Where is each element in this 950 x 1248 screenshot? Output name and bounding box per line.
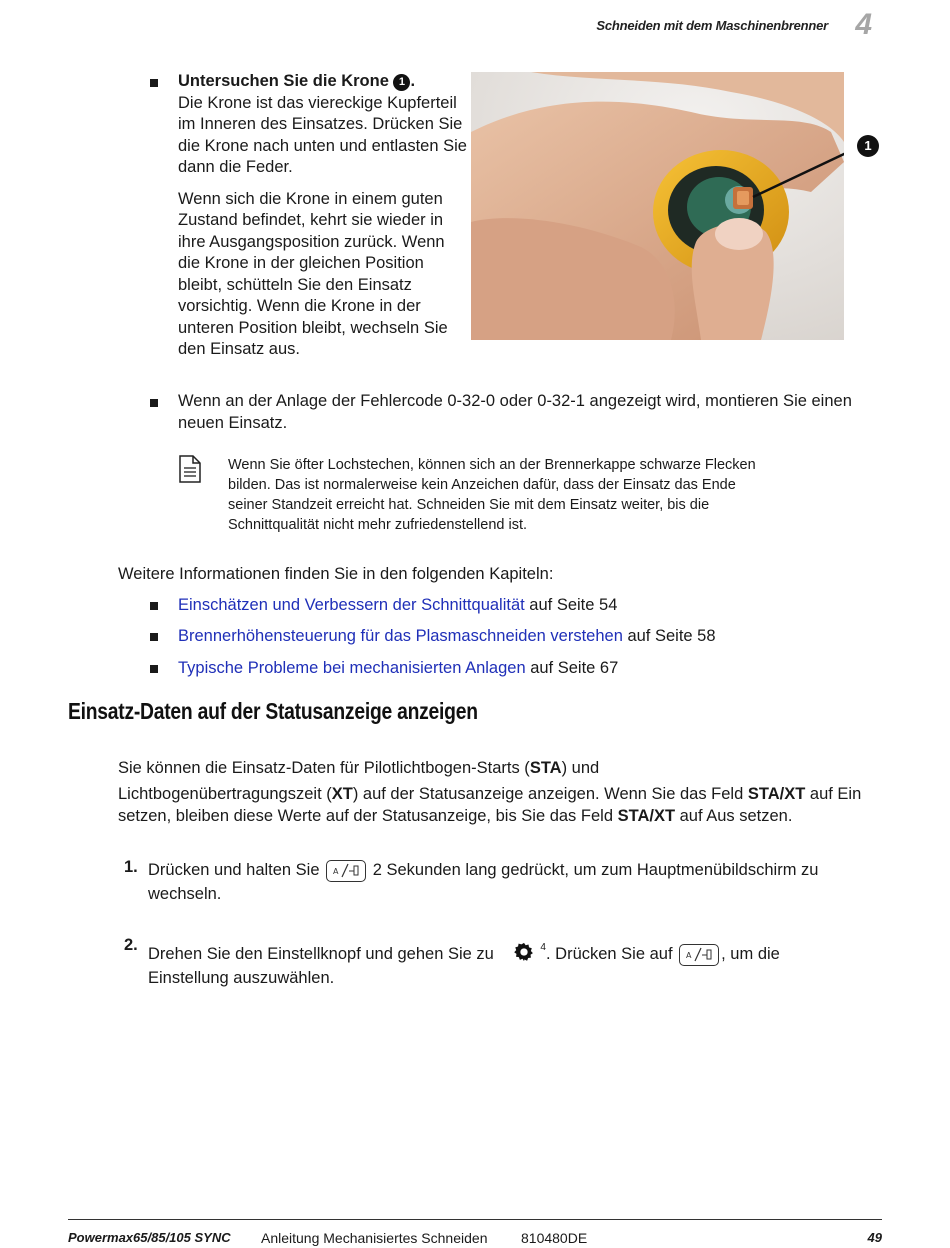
bullet-lead: Untersuchen Sie die Krone (178, 72, 389, 90)
svg-text:A: A (686, 951, 692, 960)
photo-callout-1: 1 (857, 135, 879, 157)
mode-key-icon (326, 860, 366, 882)
step-1-text (148, 858, 848, 906)
footer-title: Anleitung Mechanisiertes Schneiden (261, 1230, 488, 1246)
intro-term-xt: XT (331, 785, 353, 803)
page-reference: auf Seite 67 (525, 659, 619, 677)
chapter-number: 4 (855, 8, 872, 41)
bullet-crown-inspection (178, 71, 468, 361)
link-torch-height-control[interactable]: Brennerhöhensteuerung für das Plasmaschneiden verstehen (178, 627, 623, 645)
step-text: Drücken und halten Sie (148, 861, 325, 879)
footer-doc-code: 810480DE (521, 1230, 588, 1246)
more-info-intro: Weitere Informationen finden Sie in den folgenden Kapiteln: (118, 565, 554, 583)
intro-text: ) auf der Statusanzeige anzeigen. Wenn Sie das Feld (352, 785, 748, 803)
footer-divider (68, 1219, 882, 1220)
note-text: Wenn Sie öfter Lochstechen, können sich an der Brennerkappe schwarze Flecken bilden. Das ist normalerweise kein Anzeichen dafür, dass der Einsatz das Ende seiner Standzeit erreicht hat. Schneiden Sie mit dem Einsatz weiter, bis die Schnittqualität nicht mehr zufriedenstellend ist. (228, 457, 756, 533)
intro-text: auf Ein setzen, bleiben diese Werte auf der Statusanzeige, bis Sie das Feld (118, 785, 862, 825)
reference-item (178, 595, 617, 617)
step-text: . Drücken Sie auf (545, 945, 678, 963)
bullet-marker (150, 399, 158, 407)
reference-item (178, 626, 716, 648)
crown-description: Die Krone ist das viereckige Kupferteil im Inneren des Einsatzes. Drücken Sie die Krone nach unten und entlasten Sie dann die Feder. (178, 93, 467, 176)
intro-term-sta: STA (529, 759, 562, 777)
link-cut-quality[interactable]: Einschätzen und Verbessern der Schnittqualität (178, 596, 525, 614)
gear-icon (512, 941, 538, 963)
intro-text: Sie können die Einsatz-Daten für Pilotlichtbogen-Starts ( (118, 759, 530, 777)
footer-product: Powermax65/85/105 SYNC (68, 1230, 231, 1245)
bullet-marker (150, 602, 158, 610)
step-text: 2 Sekunden lang gedrückt, um zum Hauptmenübildschirm zu wechseln. (148, 861, 819, 903)
bullet-marker (150, 665, 158, 673)
page-reference: auf Seite 54 (524, 596, 618, 614)
intro-text: Lichtbogenübertragungszeit ( (118, 785, 332, 803)
intro-text: ) und (561, 759, 600, 777)
crown-condition-text: Wenn sich die Krone in einem guten Zustand befindet, kehrt sie wieder in ihre Ausgangsposition zurück. Wenn die Krone in der gleichen Position bleibt, schütteln Sie den Einsatz vorsichtig. Wenn die Krone in der unteren Position bleibt, wechseln Sie den Einsatz aus. (178, 189, 448, 358)
bullet-error-code: Wenn an der Anlage der Fehlercode 0-32-0 oder 0-32-1 angezeigt wird, montieren Sie einen neuen Einsatz. (178, 392, 852, 432)
mode-key-icon (679, 944, 719, 966)
bullet-marker (150, 633, 158, 641)
step-2-text (148, 936, 848, 990)
page-number: 49 (867, 1230, 882, 1245)
link-common-problems[interactable]: Typische Probleme bei mechanisierten Anlagen (178, 659, 526, 677)
electrode-photo (471, 72, 844, 340)
step-text: , um die Einstellung auszuwählen. (148, 945, 780, 987)
callout-badge: 1 (393, 74, 410, 91)
page-reference: auf Seite 58 (622, 627, 716, 645)
step-number: 2. (124, 936, 138, 954)
intro-text: auf Aus setzen. (675, 806, 793, 825)
section-intro-line2 (118, 784, 898, 827)
chapter-title: Schneiden mit dem Maschinenbrenner (596, 18, 828, 33)
section-intro-line1 (118, 758, 898, 780)
svg-text:A: A (333, 867, 339, 876)
intro-term-sta-xt: STA/XT (747, 785, 806, 803)
reference-item (178, 658, 618, 680)
intro-term-sta-xt: STA/XT (617, 806, 676, 825)
note-icon (179, 455, 201, 488)
step-number: 1. (124, 858, 138, 876)
section-heading: Einsatz-Daten auf der Statusanzeige anzeigen (68, 698, 478, 724)
menu-index-superscript: 4 (540, 942, 546, 953)
step-text: Drehen Sie den Einstellknopf und gehen Sie zu (148, 945, 499, 963)
bullet-lead-end: . (410, 72, 416, 90)
bullet-marker (150, 79, 158, 87)
